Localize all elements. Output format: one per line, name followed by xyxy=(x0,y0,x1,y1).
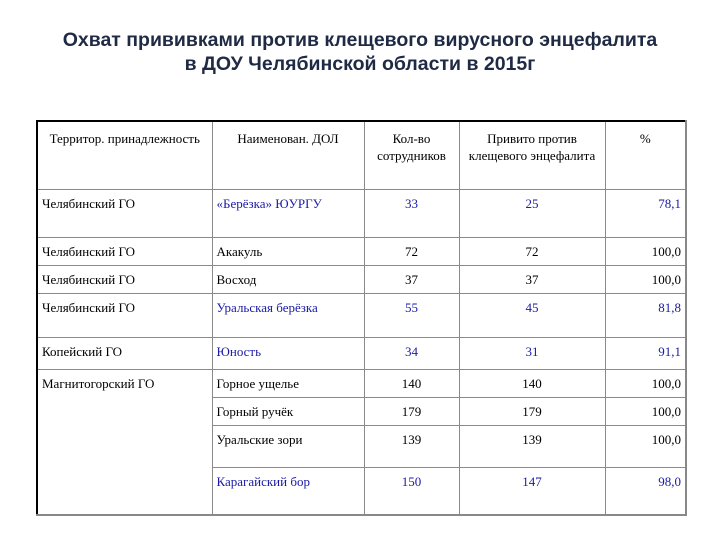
cell-name: «Берёзка» ЮУРГУ xyxy=(212,189,364,237)
cell-staff: 179 xyxy=(364,397,459,425)
cell-territory: Магнитогорский ГО xyxy=(37,369,212,397)
cell-territory: Челябинский ГО xyxy=(37,293,212,337)
cell-staff: 33 xyxy=(364,189,459,237)
cell-territory: Челябинский ГО xyxy=(37,237,212,265)
slide-title xyxy=(0,28,720,76)
header-vaccinated: Привито против клещевого энцефалита xyxy=(459,121,605,189)
cell-vaccinated: 45 xyxy=(459,293,605,337)
cell-vaccinated: 37 xyxy=(459,265,605,293)
header-name: Наименован. ДОЛ xyxy=(212,121,364,189)
cell-territory: Челябинский ГО xyxy=(37,265,212,293)
cell-staff: 37 xyxy=(364,265,459,293)
table-row xyxy=(37,467,686,515)
cell-name: Уральские зори xyxy=(212,425,364,467)
cell-vaccinated: 140 xyxy=(459,369,605,397)
table-row xyxy=(37,189,686,237)
cell-pct: 100,0 xyxy=(605,237,686,265)
cell-name: Горный ручёк xyxy=(212,397,364,425)
title-line-2: в ДОУ Челябинской области в 2015г xyxy=(184,53,536,75)
cell-pct: 91,1 xyxy=(605,337,686,369)
table-row xyxy=(37,397,686,425)
table-row xyxy=(37,293,686,337)
cell-territory xyxy=(37,425,212,467)
cell-staff: 139 xyxy=(364,425,459,467)
table-row xyxy=(37,425,686,467)
cell-vaccinated: 139 xyxy=(459,425,605,467)
cell-staff: 150 xyxy=(364,467,459,515)
cell-pct: 100,0 xyxy=(605,425,686,467)
cell-territory xyxy=(37,467,212,515)
cell-name: Акакуль xyxy=(212,237,364,265)
header-pct: % xyxy=(605,121,686,189)
cell-name: Восход xyxy=(212,265,364,293)
cell-name: Горное ущелье xyxy=(212,369,364,397)
table-row xyxy=(37,369,686,397)
header-staff: Кол-во сотрудников xyxy=(364,121,459,189)
cell-staff: 72 xyxy=(364,237,459,265)
cell-vaccinated: 31 xyxy=(459,337,605,369)
cell-staff: 140 xyxy=(364,369,459,397)
table-row xyxy=(37,237,686,265)
header-row xyxy=(37,121,686,189)
vaccination-table xyxy=(36,120,687,516)
table-row xyxy=(37,265,686,293)
table-row xyxy=(37,337,686,369)
cell-vaccinated: 179 xyxy=(459,397,605,425)
cell-pct: 100,0 xyxy=(605,397,686,425)
cell-vaccinated: 147 xyxy=(459,467,605,515)
cell-pct: 100,0 xyxy=(605,265,686,293)
cell-pct: 81,8 xyxy=(605,293,686,337)
header-territory: Территор. принадлежность xyxy=(37,121,212,189)
cell-name: Уральская берёзка xyxy=(212,293,364,337)
cell-staff: 34 xyxy=(364,337,459,369)
cell-staff: 55 xyxy=(364,293,459,337)
cell-pct: 78,1 xyxy=(605,189,686,237)
cell-pct: 100,0 xyxy=(605,369,686,397)
cell-name: Карагайский бор xyxy=(212,467,364,515)
title-line-1: Охват прививками против клещевого вирусного энцефалита xyxy=(62,29,658,51)
cell-territory xyxy=(37,397,212,425)
cell-pct: 98,0 xyxy=(605,467,686,515)
cell-vaccinated: 72 xyxy=(459,237,605,265)
cell-territory: Челябинский ГО xyxy=(37,189,212,237)
cell-territory: Копейский ГО xyxy=(37,337,212,369)
cell-vaccinated: 25 xyxy=(459,189,605,237)
cell-name: Юность xyxy=(212,337,364,369)
